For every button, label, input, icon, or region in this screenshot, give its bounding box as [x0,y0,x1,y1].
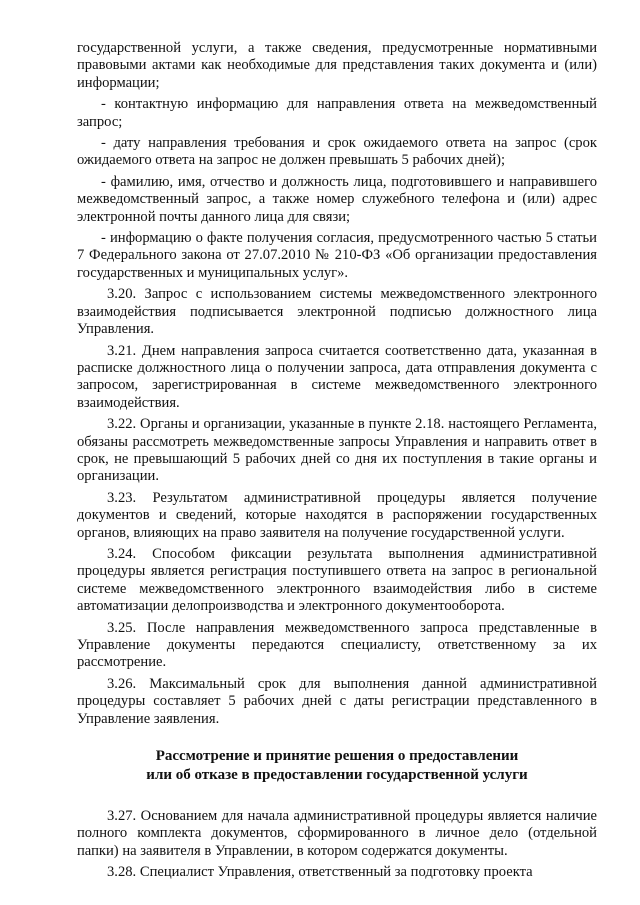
bullet-official-name: - фамилию, имя, отчество и должность лица, подготовившего и направившего межведомственный запрос, а также номер служебного телефона и (или) адрес электронной почты данного лица для связи; [77,173,597,225]
clause-3-25: 3.25. После направления межведомственного запроса представленные в Управление документы передаются специалисту, ответственному за их рассмотрение. [77,619,597,671]
clause-3-24: 3.24. Способом фиксации результата выполнения административной процедуры является регистрация поступившего ответа на запрос в региональной системе межведомственного электронного взаимодействия либо в системе автоматизации делопроизводства и электронного документооборота. [77,545,597,615]
bullet-contact-info: - контактную информацию для направления ответа на межведомственный запрос; [77,96,597,130]
section-heading-line-1: Рассмотрение и принятие решения о предоставлении [155,748,519,765]
clause-3-20: 3.20. Запрос с использованием системы межведомственного электронного взаимодействия подписывается электронной подписью должностного лица Управления. [77,286,597,338]
clause-3-21: 3.21. Днем направления запроса считается соответственно дата, указанная в расписке должностного лица о получении запроса, дата отправления документа с запросом, зарегистрированная в системе межведомственного электронного взаимодействия. [77,342,597,411]
clause-3-27: 3.27. Основанием для начала административной процедуры является наличие полного комплекта документов, сформированного в личное дело (отдельной папки) на заявителя в Управлении, в котором содержатся документы. [77,808,597,859]
continuation-paragraph: государственной услуги, а также сведения, предусмотренные нормативными правовыми актами как необходимые для представления таких документа и (или) информации; [77,40,597,91]
clause-3-26: 3.26. Максимальный срок для выполнения данной административной процедуры составляет 5 рабочих дней с даты регистрации представленного в Управление заявления. [77,675,597,727]
bullet-consent-info: - информацию о факте получения согласия, предусмотренного частью 5 статьи 7 Федерального закона от 27.07.2010 № 210-ФЗ «Об организации предоставления государственных и муниципальных услуг». [77,230,597,281]
clause-3-22: 3.22. Органы и организации, указанные в пункте 2.18. настоящего Регламента, обязаны рассмотреть межведомственные запросы Управления и направить ответ в срок, не превышающий 5 рабочих дней со дня их поступления в такие органы и организации. [77,416,597,485]
section-heading [77,747,597,785]
clause-3-28: 3.28. Специалист Управления, ответственный за подготовку проекта [107,864,533,881]
clause-3-23: 3.23. Результатом административной процедуры является получение документов и сведений, которые находятся в распоряжении государственных органов, влияющих на право заявителя на получение государственной услуги. [77,489,597,541]
bullet-request-date: - дату направления требования и срок ожидаемого ответа на запрос (срок ожидаемого ответа на запрос не должен превышать 5 рабочих дней); [77,135,597,169]
section-heading-line-2: или об отказе в предоставлении государственной услуги [146,767,528,784]
document-body [77,40,597,886]
